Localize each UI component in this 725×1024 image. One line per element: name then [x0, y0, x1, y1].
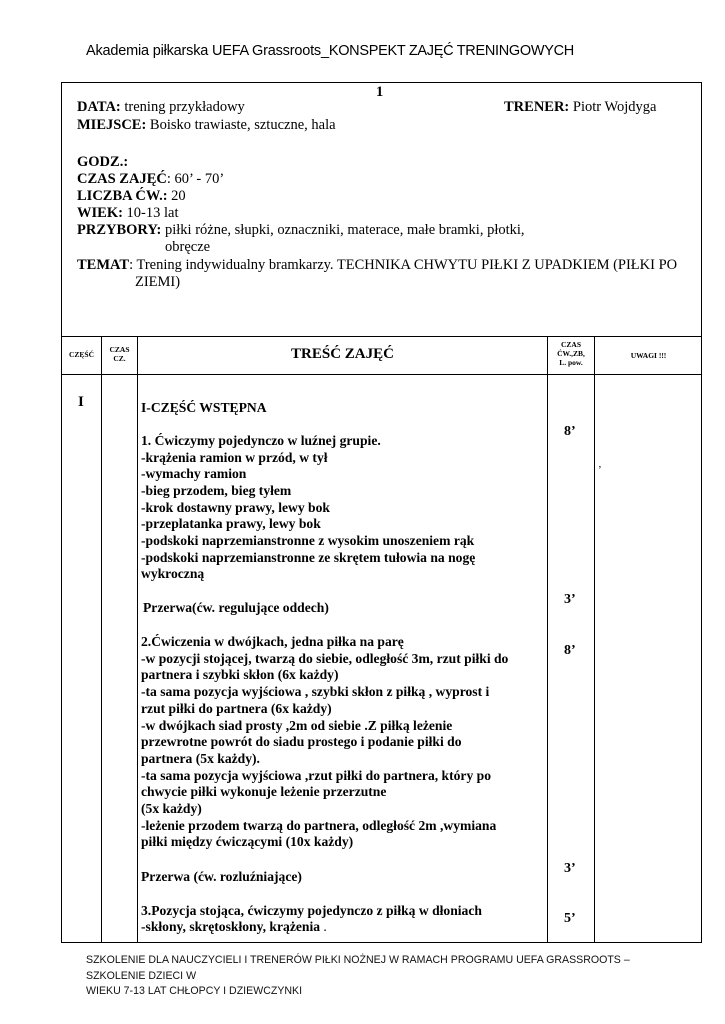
content-line: 2.Ćwiczenia w dwójkach, jedna piłka na parę [141, 634, 404, 649]
content-line: Przerwa (ćw. rozluźniające) [141, 869, 302, 884]
exercise-time: 8’ [564, 643, 576, 658]
content-line: (5x każdy) [141, 801, 202, 816]
footer-line-1: SZKOLENIE DLA NAUCZYCIELI I TRENERÓW PIŁKI NOŻNEJ W RAMACH PROGRAMU UEFA GRASSROOTS – SZKOLENIE DZIECI W [86, 954, 630, 982]
wiek-value: 10-13 lat [126, 205, 179, 221]
content-line: -przeplatanka prawy, lewy bok [141, 516, 321, 531]
content-line: 1. Ćwiczymy pojedynczo w luźnej grupie. [141, 433, 381, 448]
column-header-czas-cz-line1: CZAS [109, 345, 130, 354]
miejsce-label: MIEJSCE: [77, 117, 147, 133]
column-divider-tresc [547, 336, 548, 943]
column-header-czas-cz [102, 345, 137, 363]
przybory-row [77, 221, 525, 239]
czas-row [77, 170, 224, 188]
exercise-time: 3’ [564, 861, 576, 876]
document-header [86, 43, 574, 59]
exercise-time: 8’ [564, 424, 576, 439]
temat-value: : Trening indywidualny bramkarzy. TECHNIKA CHWYTU PIŁKI Z UPADKIEM (PIŁKI PO [129, 257, 678, 273]
content-line-period: . [320, 919, 327, 934]
content-line: chwycie piłki wykonuje leżenie przerzutne [141, 784, 387, 799]
content-line: -podskoki naprzemianstronne z wysokim unoszeniem rąk [141, 533, 475, 548]
przybory-value: piłki różne, słupki, oznaczniki, materace, małe bramki, płotki, [164, 222, 525, 238]
miejsce-value: Boisko trawiaste, sztuczne, hala [149, 117, 336, 133]
column-header-czas-cw [548, 340, 594, 367]
column-divider-czesc [101, 336, 102, 943]
content-line: -w pozycji stojącej, twarzą do siebie, odległość 3m, rzut piłki do [141, 651, 509, 666]
content-line: -w dwójkach siad prosty ,2m od siebie .Z piłką leżenie [141, 718, 453, 733]
content-line-text: -skłony, skrętoskłony, krążenia [141, 919, 321, 934]
content-line: -podskoki naprzemianstronne ze skrętem tułowia na nogę [141, 550, 476, 565]
document-footer [86, 953, 666, 1000]
trener-value: Piotr Wojdyga [572, 99, 657, 115]
trener-row [504, 98, 656, 116]
przybory-value-continued: obręcze [165, 239, 211, 255]
liczba-value: 20 [171, 188, 186, 204]
temat-value-continued: ZIEMI) [135, 274, 181, 290]
wiek-row [77, 204, 179, 222]
column-header-czas-cw-line3: L. pow. [559, 358, 583, 367]
content-line: -wymachy ramion [141, 466, 247, 481]
column-header-tresc: TREŚĆ ZAJĘĆ [291, 346, 394, 362]
column-header-czesc: CZĘŚĆ [68, 350, 94, 359]
godz-label: GODZ.: [77, 154, 129, 170]
footer-line-2: WIEKU 7-13 LAT CHŁOPCY I DZIEWCZYNKI [86, 985, 303, 997]
content-line: -ta sama pozycja wyjściowa , szybki skłon z piłką , wyprost i [141, 684, 490, 699]
column-header-czas-cw-line1: CZAS [560, 340, 581, 349]
przybory-label: PRZYBORY: [77, 222, 162, 238]
content-line: -leżenie przodem twarzą do partnera, odległość 2m ,wymiana [141, 818, 497, 833]
content-line: rzut piłki do partnera (6x każdy) [141, 701, 332, 716]
content-line: Przerwa(ćw. regulujące oddech) [143, 600, 329, 615]
table-header-top-border [61, 336, 702, 337]
column-divider-czas-cw [594, 336, 595, 943]
data-value: trening przykładowy [124, 99, 245, 115]
content-line: 3.Pozycja stojąca, ćwiczymy pojedynczo z piłką w dłoniach [141, 903, 482, 918]
column-header-czas-cz-line2: CZ. [113, 354, 126, 363]
content-line: -krążenia ramion w przód, w tył [141, 450, 328, 465]
column-header-uwagi: UWAGI !!! [630, 351, 667, 360]
trener-label: TRENER: [504, 99, 570, 115]
czas-label: CZAS ZAJĘĆ [77, 171, 167, 187]
liczba-label: LICZBA ĆW.: [77, 188, 168, 204]
temat-label: TEMAT [77, 257, 130, 273]
uwagi-mark: ’ [598, 464, 602, 476]
content-line: wykroczną [141, 566, 205, 581]
content-line: -ta sama pozycja wyjściowa ,rzut piłki do partnera, który po [141, 768, 492, 783]
content-line: piłki między ćwiczącymi (10x każdy) [141, 834, 354, 849]
content-line: partnera (5x każdy). [141, 751, 260, 766]
data-row [77, 98, 245, 116]
content-line: partnera i szybki skłon (6x każdy) [141, 667, 339, 682]
column-header-czas-cw-line2: ĆW.,ZB, [557, 349, 585, 358]
content-line: -bieg przodem, bieg tyłem [141, 483, 292, 498]
czas-value: : 60’ - 70’ [166, 171, 225, 187]
part-number: I [78, 394, 84, 410]
table-header-bottom-border [61, 374, 702, 375]
page-number: 1 [376, 84, 384, 100]
liczba-row [77, 187, 186, 205]
content-line: I-CZĘŚĆ WSTĘPNA [141, 400, 267, 415]
content-line: przewrotne powrót do siadu prostego i podanie piłki do [141, 734, 462, 749]
content-line: -krok dostawny prawy, lewy bok [141, 500, 330, 515]
wiek-label: WIEK: [77, 205, 123, 221]
exercise-time: 5’ [564, 911, 576, 926]
miejsce-row [77, 116, 336, 134]
header-title-konspekt: KONSPEKT ZAJĘĆ TRENINGOWYCH [328, 43, 574, 59]
header-title-academy: Akademia piłkarska UEFA Grassroots_ [86, 43, 329, 59]
temat-row [77, 256, 677, 274]
content-line-last [141, 919, 327, 936]
data-label: DATA: [77, 99, 121, 115]
exercise-time: 3’ [564, 592, 576, 607]
column-divider-czas-cz [137, 336, 138, 943]
